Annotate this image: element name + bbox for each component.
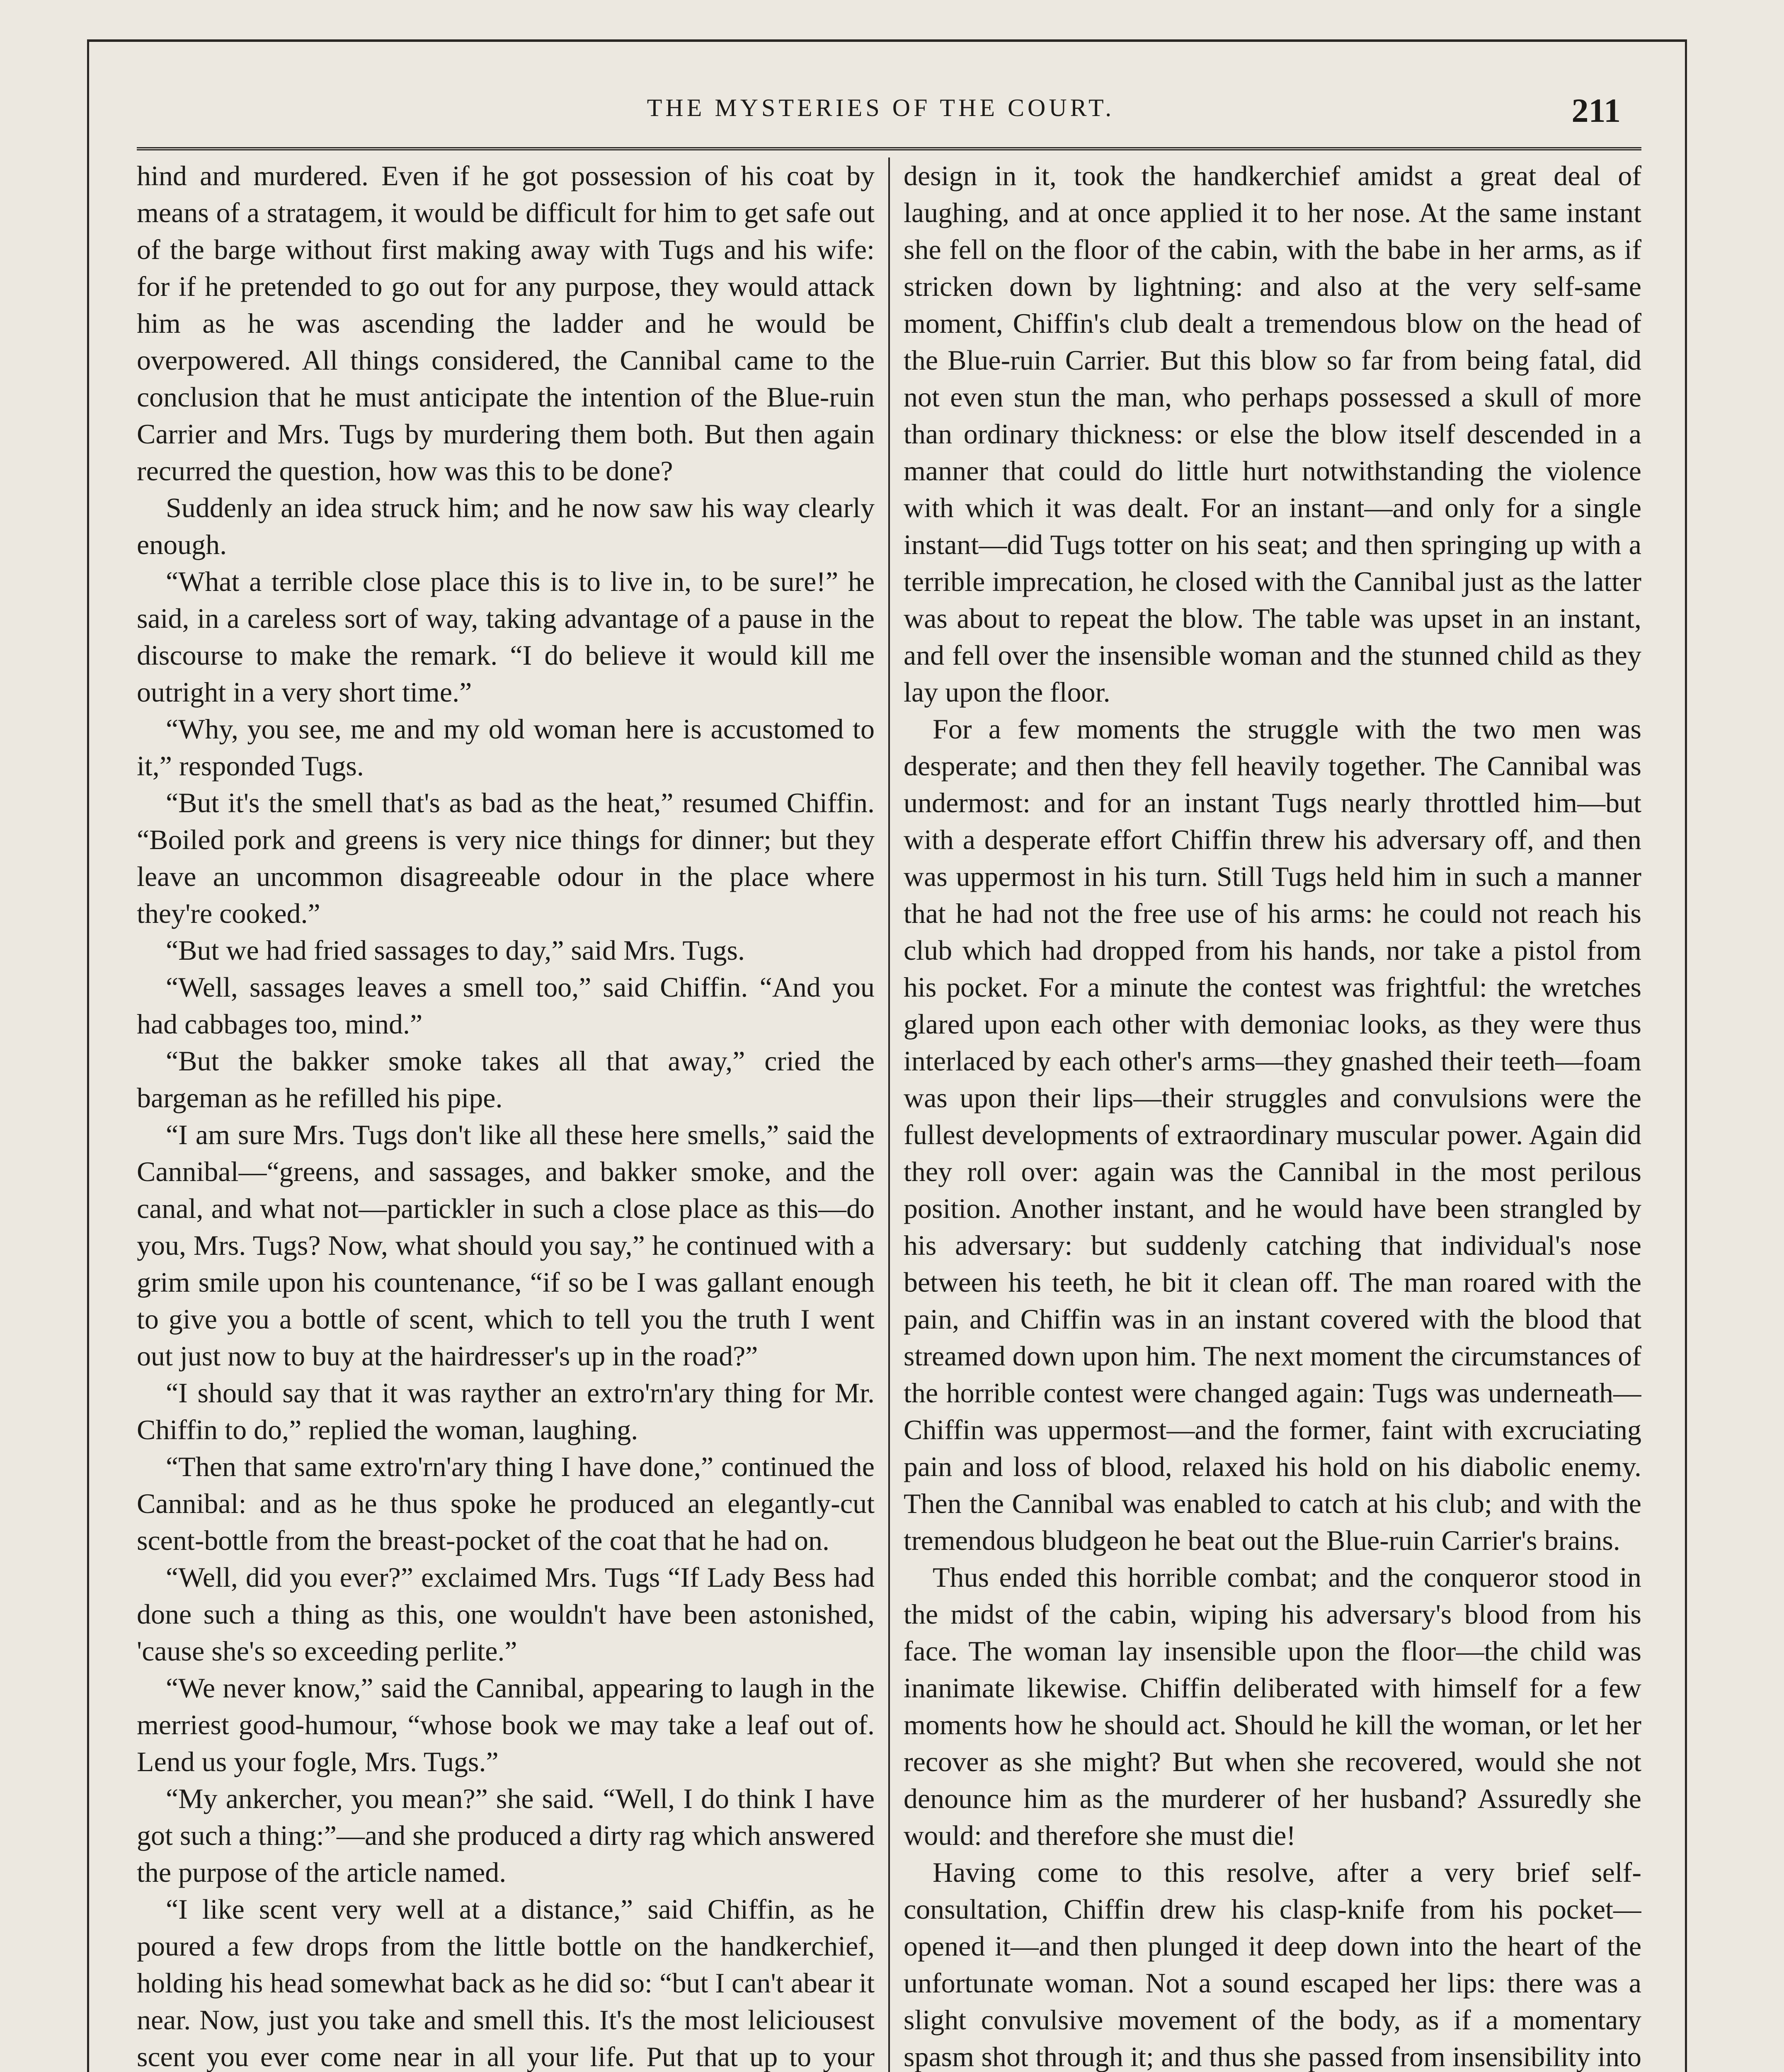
page-number: 211 [1571, 92, 1621, 129]
paragraph: “Well, sassages leaves a smell too,” said Chiffin. “And you had cabbages too, mind.” [137, 971, 875, 1040]
page-header [124, 83, 1637, 133]
column-divider [888, 157, 890, 2072]
left-column [137, 157, 875, 2072]
paragraph: “Then that same extro'rn'ary thing I have done,” continued the Cannibal: and as he thus spoke he produced an elegantly-cut scent-bottle from the breast-pocket of the coat that he had on. [137, 1451, 875, 1556]
right-column [904, 157, 1641, 2072]
paragraph: design in it, took the handkerchief amidst a great deal of laughing, and at once applied it to her nose. At the same instant she fell on the floor of the cabin, with the babe in her arms, as if stricken down by lightning: and also at the very self-same moment, Chiffin's club dealt a tremendous blow on the head of the Blue-ruin Carrier. But this blow so far from being fatal, did not even stun the man, who perhaps possessed a skull of more than ordinary thickness: or else the blow itself descended in a manner that could do little hurt notwithstanding the violence with which it was dealt. For an instant—and only for a single instant—did Tugs totter on his seat; and then springing up with a terrible imprecation, he closed with the Cannibal just as the latter was about to repeat the blow. The table was upset in an instant, and fell over the insensible woman and the stunned child as they lay upon the floor. [904, 160, 1641, 708]
paragraph: Thus ended this horrible combat; and the conqueror stood in the midst of the cabin, wiping his adversary's blood from his face. The woman lay insensible upon the floor—the child was inanimate likewise. Chiffin deliberated with himself for a few moments how he should act. Should he kill the woman, or let her recover as she might? But when she recovered, would she not denounce him as the murderer of her husband? Assuredly she would: and therefore she must die! [904, 1561, 1641, 1851]
paragraph: “I like scent very well at a distance,” said Chiffin, as he poured a few drops from the little bottle on the handkerchief, holding his head somewhat back as he did so: “but I can't abear it near. Now, just you take and smell this. It's the most leliciousest scent you ever come near in all your life. Put that up to your [137, 1893, 875, 2072]
paragraph: Suddenly an idea struck him; and he now saw his way clearly enough. [137, 492, 875, 560]
running-title: THE MYSTERIES OF THE COURT. [647, 94, 1115, 121]
paragraph: Having come to this resolve, after a very brief self-consultation, Chiffin drew his clasp-knife from his pocket—opened it—and then plunged it deep down into the heart of the unfortunate woman. Not a sound escaped her lips: there was a slight convulsive movement of the body, as if a momentary spasm shot through it; and thus she passed from insensibility into [904, 1857, 1641, 2072]
paragraph: “Why, you see, me and my old woman here is accustomed to it,” responded Tugs. [137, 713, 875, 782]
paragraph: “I am sure Mrs. Tugs don't like all these here smells,” said the Cannibal—“greens, and sassages, and bakker smoke, and the canal, and what not—partickler in such a close place as this—do you, Mrs. Tugs? Now, what should you say,” he continued with a grim smile upon his countenance, “if so be I was gallant enough to give you a bottle of scent, which to tell you the truth I went out just now to buy at the hairdresser's up in the road?” [137, 1119, 875, 1372]
header-rule [137, 147, 1641, 150]
paragraph: “We never know,” said the Cannibal, appearing to laugh in the merriest good-humour, “whose book we may take a leaf out of. Lend us your fogle, Mrs. Tugs.” [137, 1672, 875, 1777]
paragraph: “What a terrible close place this is to live in, to be sure!” he said, in a careless sort of way, taking advantage of a pause in the discourse to make the remark. “I do believe it would kill me outright in a very short time.” [137, 566, 875, 708]
paragraph: “My ankercher, you mean?” she said. “Well, I do think I have got such a thing:”—and she produced a dirty rag which answered the purpose of the article named. [137, 1783, 875, 1888]
paragraph: hind and murdered. Even if he got possession of his coat by means of a stratagem, it would be difficult for him to get safe out of the barge without first making away with Tugs and his wife: for if he pretended to go out for any purpose, they would attack him as he was ascending the ladder and he would be overpowered. All things considered, the Cannibal came to the conclusion that he must anticipate the intention of the Blue-ruin Carrier and Mrs. Tugs by murdering them both. But then again recurred the question, how was this to be done? [137, 160, 875, 487]
paragraph: “But we had fried sassages to day,” said Mrs. Tugs. [166, 934, 745, 966]
text-columns [137, 157, 1641, 2072]
paragraph: For a few moments the struggle with the two men was desperate; and then they fell heavily together. The Cannibal was undermost: and for an instant Tugs nearly throttled him—but with a desperate effort Chiffin threw his adversary off, and then was uppermost in his turn. Still Tugs held him in such a manner that he had not the free use of his arms: he could not reach his club which had dropped from his hands, nor take a pistol from his pocket. For a minute the contest was frightful: the wretches glared upon each other with demoniac looks, as they were thus interlaced by each other's arms—they gnashed their teeth—foam was upon their lips—their struggles and convulsions were the fullest developments of extraordinary muscular power. Again did they roll over: again was the Cannibal in the most perilous position. Another instant, and he would have been strangled by his adversary: but suddenly catching that individual's nose between his teeth, he bit it clean off. The man roared with the pain, and Chiffin was in an instant covered with the blood that streamed down upon him. The next moment the circumstances of the horrible contest were changed again: Tugs was underneath—Chiffin was uppermost—and the former, faint with excruciating pain and loss of blood, relaxed his hold on his diabolic enemy. Then the Cannibal was enabled to catch at his club; and with the tremendous bludgeon he beat out the Blue-ruin Carrier's brains. [904, 713, 1641, 1556]
paragraph: “Well, did you ever?” exclaimed Mrs. Tugs “If Lady Bess had done such a thing as this, one wouldn't have been astonished, 'cause she's so exceeding perlite.” [137, 1561, 875, 1667]
top-rule [87, 39, 1685, 42]
paragraph: “I should say that it was rayther an extro'rn'ary thing for Mr. Chiffin to do,” replied the woman, laughing. [137, 1377, 875, 1445]
paragraph: “But the bakker smoke takes all that away,” cried the bargeman as he refilled his pipe. [137, 1045, 875, 1113]
paragraph: “But it's the smell that's as bad as the heat,” resumed Chiffin. “Boiled pork and greens is very nice things for dinner; but they leave an uncommon disagreeable odour in the place where they're cooked.” [137, 787, 875, 929]
